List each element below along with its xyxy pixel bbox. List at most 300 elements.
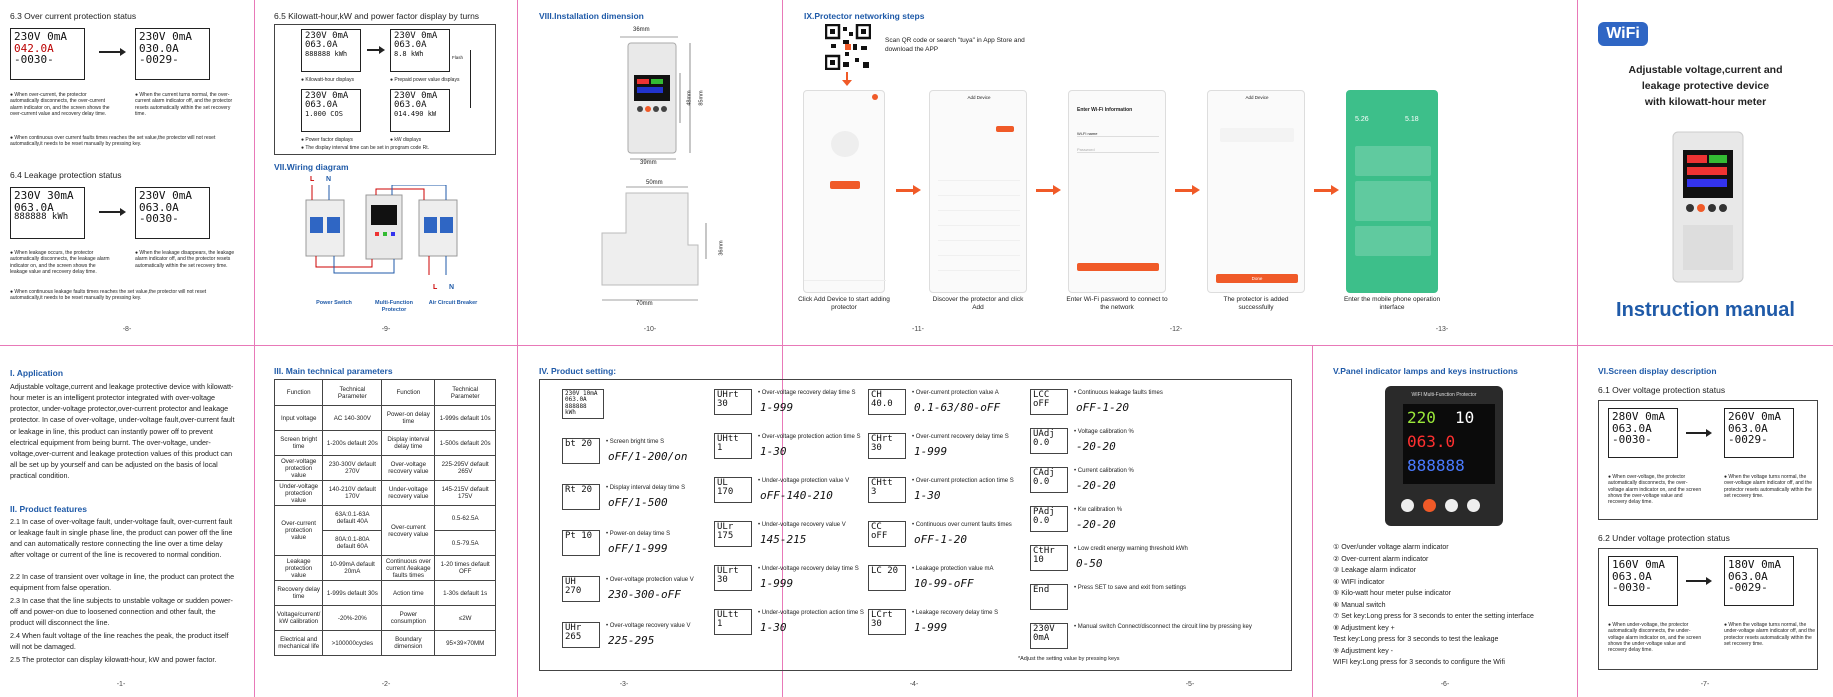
section-title: V.Panel indicator lamps and keys instructions (1333, 366, 1518, 376)
note: ● When leakage occurs, the protector automatically disconnects, the leakage alarm indicator on, and the screen shows the leakage value and recovery delay time. (10, 250, 110, 275)
column-header: Technical Parameter (435, 380, 496, 406)
page-10 (518, 0, 782, 345)
indicator-item: ③ Leakage alarm indicator (1333, 567, 1416, 575)
down-arrow-head-icon (842, 80, 852, 86)
setting-code-lcd: UHrt 30 (714, 389, 752, 415)
step-caption: Enter the mobile phone operation interface (1343, 296, 1441, 311)
phone-screen-2 (929, 90, 1027, 293)
step-arrow-icon (1036, 189, 1058, 192)
table-cell: 1-999s default 30s (323, 581, 382, 606)
setting-label: • Manual switch Connect/disconnect the circuit line by pressing key (1074, 624, 1252, 630)
lcd-line: -0030- (139, 212, 179, 226)
indicator-item: ② Over-current alarm indicator (1333, 555, 1429, 563)
lcd-line: 160V 0mA (1612, 558, 1665, 571)
setting-range: oFF-1-20 (914, 533, 967, 546)
add-device-button[interactable] (830, 181, 860, 189)
note: ● Kilowatt-hour displays (301, 77, 355, 83)
section-title: 6.5 Kilowatt-hour,kW and power factor display by turns (274, 11, 480, 21)
lcd-line: 063.0A (1612, 569, 1652, 583)
front-view-drawing (618, 35, 708, 165)
table-cell: Under-voltage recovery value (382, 481, 435, 506)
wiring-label: Multi-Function Protector (375, 300, 413, 313)
lcd-line: 014.490 kW (394, 109, 437, 118)
lcd-line: 063.0A (394, 100, 427, 111)
device-panel (1385, 386, 1503, 526)
step-arrow-icon (896, 189, 918, 192)
setting-label: • Kw calibration % (1074, 507, 1123, 513)
setting-label: • Press SET to save and exit from settings (1074, 585, 1187, 591)
setting-range: 0.1-63/80-oFF (914, 401, 1001, 414)
setting-code-lcd: LCrt 30 (868, 609, 906, 635)
lcd-screen (10, 28, 85, 80)
table-cell: 10-99mA default 20mA (323, 556, 382, 581)
lcd-line: 042.0A (14, 41, 54, 55)
parameters-table (274, 379, 496, 656)
kwh-digits: 888888 (1407, 456, 1465, 475)
lcd-line: -0030- (1612, 581, 1652, 595)
lcd-line: 230V 0mA (305, 91, 349, 101)
setting-code-lcd: LCC oFF (1030, 389, 1068, 415)
voltage-digits: 220 (1407, 408, 1436, 427)
setting-code-lcd: UHtt 1 (714, 433, 752, 459)
step-caption: Enter Wi-Fi password to connect to the network (1066, 296, 1168, 311)
set-button[interactable] (1423, 499, 1436, 512)
lcd-screen (562, 389, 604, 419)
page-number: -11- (912, 326, 924, 333)
page-number: -9- (381, 326, 391, 333)
setting-range: oFF-140-210 (760, 489, 833, 502)
section-title: IV. Product setting: (539, 366, 617, 376)
table-cell: Over-current protection value (275, 506, 323, 556)
page-number: -1- (116, 681, 126, 688)
table-cell: Under-voltage protection value (275, 481, 323, 506)
side-view-drawing (598, 185, 718, 305)
lcd-line: 260V 0mA (1728, 410, 1781, 423)
indicator-item: ⑨ Adjustment key - (1333, 647, 1393, 655)
step-caption: The protector is added successfully (1223, 296, 1289, 311)
table-cell: -20%-20% (323, 606, 382, 631)
table-row (275, 481, 496, 506)
setting-code-lcd: ULrt 30 (714, 565, 752, 591)
table-row (275, 406, 496, 431)
note: ● When over-voltage, the protector automatically disconnects, the over-voltage alarm indicator on, and the screen shows the over-voltage value and recovery delay time. (1608, 474, 1702, 505)
setting-code-lcd: End (1030, 584, 1068, 610)
table-cell: ≤2W (435, 606, 496, 631)
qr-code-icon (825, 24, 871, 70)
lcd-line: 280V 0mA (1612, 410, 1665, 423)
setting-label: • Current calibration % (1074, 468, 1134, 474)
table-cell: Recovery delay time (275, 581, 323, 606)
lcd-line: 030.0A (139, 41, 179, 55)
phone-screen-1 (803, 90, 885, 293)
adjust-note: *Adjust the setting value by pressing keys (1018, 656, 1120, 662)
device-photo (1658, 120, 1758, 285)
setting-label: • Leakage recovery delay time S (912, 610, 999, 616)
table-row (275, 456, 496, 481)
phone-screen-3 (1068, 90, 1166, 293)
setting-code-lcd: UH 270 (562, 576, 600, 602)
wiring-diagram (274, 185, 504, 295)
table-cell: Action time (382, 581, 435, 606)
lcd-line: 230V 0mA (139, 30, 192, 43)
pages-3-5 (518, 346, 1312, 697)
arrow-icon (1686, 580, 1710, 582)
lcd-line: 230V 0mA (394, 31, 438, 41)
indicator-item: ④ WIFI indicator (1333, 578, 1385, 586)
lcd-screen (1608, 408, 1678, 458)
lcd-line: -0030- (14, 53, 54, 67)
setting-code-lcd: LC 20 (868, 565, 906, 591)
lcd-line: 063.0A (14, 200, 54, 214)
leakage-digits: 10 (1455, 408, 1475, 427)
arrow-icon (367, 49, 383, 51)
cover-title-line: leakage protective device (1641, 79, 1770, 92)
lcd-line: 230V 10mA (565, 390, 598, 397)
indicator-item: ⑥ Manual switch (1333, 601, 1386, 609)
note: ● When the current turns normal, the over-current alarm indicator off, and the protector resets automatically within the set recovery time. (135, 92, 233, 117)
setting-label: • Under-voltage protection value V (758, 478, 850, 484)
device-title: WIFI Multi-Function Protector (1411, 392, 1477, 398)
setting-range: -20-20 (1076, 518, 1116, 531)
table-cell: 1-200s default 20s (323, 431, 382, 456)
lcd-screen (135, 28, 210, 80)
setting-label: • Under-voltage recovery value V (758, 522, 846, 528)
lcd-line: 888888 kWh (14, 212, 69, 223)
indicator-item: ⑧ Adjustment key + (1333, 624, 1395, 632)
note: ● When the voltage turns normal, the over-voltage alarm indicator off, and the protector resets automatically within the set recovery time. (1724, 474, 1813, 499)
table-cell: Power-on delay time (382, 406, 435, 431)
column-header: Technical Parameter (323, 380, 382, 406)
page-number: -3- (619, 681, 629, 688)
setting-label: • Continuous leakage faults times (1074, 390, 1163, 396)
add-button[interactable] (996, 126, 1014, 132)
lcd-screen (10, 187, 85, 239)
setting-range: 1-30 (914, 489, 941, 502)
section-title: III. Main technical parameters (274, 366, 393, 376)
setting-label: • Under-voltage recovery delay time S (758, 566, 859, 572)
table-cell: 140-210V default 170V (323, 481, 382, 506)
table-cell: 1-500s default 20s (435, 431, 496, 456)
setting-code-lcd: CHtt 3 (868, 477, 906, 503)
table-cell: >100000cycles (323, 631, 382, 656)
page-number: -10- (643, 326, 657, 333)
setting-label: • Over-current recovery delay time S (912, 434, 1009, 440)
setting-range: oFF/1-999 (608, 542, 668, 555)
lcd-line: -0029- (1728, 433, 1768, 447)
table-row (275, 606, 496, 631)
lcd-screen (301, 29, 361, 72)
current-reading: 5.18 (1405, 116, 1419, 123)
page-number: -8- (122, 326, 132, 333)
table-cell: Electrical and mechanical life (275, 631, 323, 656)
note: ● When continuous leakage faults times reaches the set value,the protector will not reset automatically,it needs to be reset manually by pressing key. (10, 289, 207, 302)
setting-range: oFF/1-200/on (608, 450, 688, 463)
done-button[interactable]: Done (1216, 274, 1298, 283)
screen-title: Add Device (967, 95, 991, 100)
note: ● The display interval time can be set in program code Rt. (301, 145, 429, 151)
device-list (938, 166, 1020, 276)
table-cell: 145-215V default 175V (435, 481, 496, 506)
table-cell: 1-20 times default OFF (435, 556, 496, 581)
setting-label: • Over-current protection action time S (912, 478, 1014, 484)
step-arrow-icon (1175, 189, 1197, 192)
setting-range: 145-215 (760, 533, 807, 546)
column-header: Function (275, 380, 323, 406)
lcd-line: 230V 0mA (394, 91, 438, 101)
table-cell: 63A:0.1-63A default 40A (323, 506, 382, 531)
setting-range: 0-50 (1076, 557, 1103, 570)
setting-range: 1-30 (760, 621, 787, 634)
dimension-label: 50mm (646, 180, 663, 186)
lcd-line: 888888 kWh (565, 402, 587, 416)
page-7 (1578, 346, 1833, 697)
setting-range: 225-295 (608, 634, 655, 647)
note: ● When the voltage turns normal, the under-voltage alarm indicator off, and the protector resets automatically within the set recovery time. (1724, 622, 1816, 647)
setting-code-lcd: CAdj 0.0 (1030, 467, 1068, 493)
setting-code-lcd: CH 40.0 (868, 389, 906, 415)
page-9 (255, 0, 517, 345)
indicator-item: ① Over/under voltage alarm indicator (1333, 544, 1449, 551)
table-row (275, 631, 496, 656)
table-cell: 1-30s default 1s (435, 581, 496, 606)
page-number: -12- (1169, 326, 1183, 333)
bottom-nav (804, 280, 886, 292)
table-cell: 80A:0.1-80A default 60A (323, 531, 382, 556)
section-title: I. Application (10, 368, 64, 378)
page-1 (0, 346, 254, 697)
arrow-icon (99, 211, 124, 213)
wifi-name-field[interactable]: Wi-Fi name (1077, 131, 1159, 137)
page-number: -6- (1440, 681, 1450, 688)
lcd-line: 063.0A (139, 200, 179, 214)
lcd-line: 230V 0mA (14, 30, 67, 43)
lcd-screen (1724, 408, 1794, 458)
setting-label: • Power-on delay time S (606, 531, 671, 537)
paragraph: 2.1 In case of over-voltage fault, under-voltage fault, over-current fault or leakage fault in single phase line, the product can power off the line and can automatically restore connecting the line over a time delay after voltage or current of the line is recovered to normal condition. (10, 517, 233, 560)
flash-label: Flash (452, 55, 464, 60)
setting-range: oFF/1-500 (608, 496, 668, 509)
section-title: 6.2 Under voltage protection status (1598, 533, 1730, 543)
cover-page (1578, 0, 1833, 345)
setting-code-lcd: UHr 265 (562, 622, 600, 648)
neutral-label: N (449, 284, 455, 291)
plus-button[interactable] (1445, 499, 1458, 512)
table-row (275, 506, 496, 531)
setting-range: 1-999 (914, 621, 948, 634)
table-cell: 230-300V default 270V (323, 456, 382, 481)
section-title: 6.1 Over voltage protection status (1598, 385, 1726, 395)
setting-code-lcd: CtHr 10 (1030, 545, 1068, 571)
lcd-line: 230V 30mA (14, 189, 74, 202)
section-title: VII.Wiring diagram (274, 162, 349, 172)
setting-label: • Low credit energy warning threshold kWh (1074, 546, 1188, 552)
setting-code-lcd: 230V 0mA (1030, 623, 1068, 649)
setting-code-lcd: CHrt 30 (868, 433, 906, 459)
lcd-line: -0030- (1612, 433, 1652, 447)
lcd-screen (301, 89, 361, 132)
lcd-line: 063.0A (1612, 421, 1652, 435)
section-title: IX.Protector networking steps (804, 11, 925, 21)
paragraph: 2.3 In case that the line subjects to unstable voltage or sudden power-off and power-on due to loosened connection and other fault, the product will disconnect the line. (10, 596, 233, 628)
setting-range: 1-30 (760, 445, 787, 458)
page-number: -4- (909, 681, 919, 688)
setting-code-lcd: UAdj 0.0 (1030, 428, 1068, 454)
setting-label: • Under-voltage protection action time S (758, 610, 864, 616)
paragraph: Adjustable voltage,current and leakage protective device with kilowatt-hour meter is an intelligent protector integrated with over-voltage protector, under-voltage protector,over-current protector and leakage protector. In case of over-voltage, under-voltage fault,over-current fault or leakage in line, this product can instantly power off to prevent electrical equipment from being burnt. The over-voltage, under-voltage,over-current and leakage protection values of this product can all be set up by yourself and can be adjusted on the basis of local practical condition. (10, 382, 235, 481)
lcd-line: 180V 0mA (1728, 558, 1781, 571)
table-cell: Screen bright time (275, 431, 323, 456)
table-cell: AC 140-300V (323, 406, 382, 431)
info-card (1355, 146, 1431, 176)
plus-icon[interactable] (872, 94, 878, 100)
line-label: L (433, 284, 438, 291)
dimension-label: 36mm (718, 240, 725, 256)
lcd-screen (1724, 556, 1794, 606)
table-cell: 1-999s default 10s (435, 406, 496, 431)
note: ● When under-voltage, the protector automatically disconnects, the under-voltage alarm indicator on, and the screen shows the under-voltage value and recovery delay time. (1608, 622, 1702, 653)
setting-code-lcd: ULr 175 (714, 521, 752, 547)
cover-title-line: Adjustable voltage,current and (1628, 64, 1783, 76)
table-row (275, 581, 496, 606)
setting-range: oFF-1-20 (1076, 401, 1129, 414)
setting-code-lcd: ULtt 1 (714, 609, 752, 635)
setting-label: • Continuous over current faults times (912, 522, 1012, 528)
phone-screen-4 (1207, 90, 1305, 293)
lcd-line: 063.0A (394, 40, 427, 51)
table-cell: Boundary dimension (382, 631, 435, 656)
setting-range: -20-20 (1076, 440, 1116, 453)
next-button[interactable] (1077, 263, 1159, 271)
manual-title: Instruction manual (1616, 299, 1795, 321)
table-cell: Input voltage (275, 406, 323, 431)
lcd-line: 1.000 COS (305, 109, 343, 118)
table-cell: Continuous over current /leakage faults times (382, 556, 435, 581)
note: ● Power factor displays (301, 137, 353, 143)
page-number: -5- (1185, 681, 1195, 688)
setting-range: 1-999 (760, 577, 794, 590)
setting-label: • Over-voltage protection action time S (758, 434, 861, 440)
setting-label: • Over-voltage protection value V (606, 577, 694, 583)
dimension-label: 70mm (636, 301, 653, 307)
dimension-label: 48mm (686, 90, 693, 106)
password-field[interactable]: Password (1077, 147, 1159, 153)
minus-button[interactable] (1467, 499, 1480, 512)
step-caption: Discover the protector and click Add (932, 296, 1024, 311)
indicator-item: ⑦ Set key:Long press for 3 seconds to enter the setting interface (1333, 613, 1534, 621)
section-title: 6.3 Over current protection status (10, 11, 137, 21)
step-arrow-icon (1314, 189, 1336, 192)
voltage-reading: 5.26 (1355, 116, 1369, 123)
phone-screen-5 (1346, 90, 1438, 293)
table-cell: Over-voltage recovery value (382, 456, 435, 481)
added-device-card (1220, 128, 1294, 142)
lcd-line: 063.0A (1728, 421, 1768, 435)
current-digits: 063.0 (1407, 432, 1456, 451)
arrow-icon (1686, 432, 1710, 434)
wiring-label: Air Circuit Breaker (428, 300, 478, 306)
table-cell: 95×39×70MM (435, 631, 496, 656)
setting-label: • Screen bright time S (606, 439, 665, 445)
line-label: L (310, 176, 315, 183)
table-row (275, 556, 496, 581)
page-number: -13- (1435, 326, 1449, 333)
info-card (1355, 226, 1431, 256)
lcd-line: 063.0A (565, 396, 587, 404)
setting-range: 1-999 (760, 401, 794, 414)
connector (470, 50, 471, 108)
cover-title-line: with kilowatt-hour meter (1644, 95, 1767, 108)
section-title: VI.Screen display description (1598, 366, 1717, 376)
cover-title (1578, 63, 1833, 110)
lcd-screen (1608, 556, 1678, 606)
column-header: Function (382, 380, 435, 406)
table-cell: Power consumption (382, 606, 435, 631)
lcd-line: 8.8 kWh (394, 49, 424, 58)
setting-range: -20-20 (1076, 479, 1116, 492)
lcd-line: 063.0A (305, 40, 338, 51)
lcd-screen (135, 187, 210, 239)
power-button[interactable] (1401, 499, 1414, 512)
lcd-screen (390, 89, 450, 132)
arrow-icon (99, 51, 124, 53)
setting-range: 10-99-oFF (914, 577, 974, 590)
setting-code-lcd: CC oFF (868, 521, 906, 547)
page-6 (1313, 346, 1577, 697)
setting-range: 1-999 (914, 445, 948, 458)
scan-instruction: Scan QR code or search "tuya" in App Store and download the APP (885, 37, 1025, 54)
setting-code-lcd: bt 20 (562, 438, 600, 464)
table-cell: 225-295V default 265V (435, 456, 496, 481)
setting-label: • Leakage protection value mA (912, 566, 994, 572)
paragraph: 2.5 The protector can display kilowatt-hour, kW and power factor. (10, 655, 217, 664)
setting-code-lcd: Rt 20 (562, 484, 600, 510)
table-cell: Over-voltage protection value (275, 456, 323, 481)
setting-label: • Voltage calibration % (1074, 429, 1134, 435)
table-cell: Leakage protection value (275, 556, 323, 581)
indicator-item: ⑤ Kilo-watt hour meter pulse indicator (1333, 590, 1451, 598)
screen-title: Add Device (1245, 95, 1269, 100)
wiring-label: Power Switch (316, 300, 352, 306)
dimension-label: 39mm (640, 160, 657, 166)
paragraph: 2.2 In case of transient over voltage in line, the product can protect the equipment from false operation. (10, 572, 235, 593)
device-display (1403, 404, 1495, 484)
dimension-label: 36mm (633, 27, 650, 33)
table-cell: Over-current recovery value (382, 506, 435, 556)
setting-label: • Over-voltage recovery value V (606, 623, 691, 629)
paragraph: 2.4 When fault voltage of the line reaches the peak, the product itself will not be damaged. (10, 631, 229, 652)
setting-code-lcd: UL 170 (714, 477, 752, 503)
indicator-item: Test key:Long press for 3 seconds to test the leakage (1333, 636, 1499, 644)
setting-code-lcd: Pt 10 (562, 530, 600, 556)
section-title: II. Product features (10, 504, 87, 514)
table-row (275, 431, 496, 456)
lcd-line: 230V 0mA (305, 31, 349, 41)
pages-11-13 (783, 0, 1577, 345)
section-title: VIII.Installation dimension (539, 11, 644, 21)
indicator-item: WIFI key:Long press for 3 seconds to configure the Wifi (1333, 659, 1505, 667)
page-number: -2- (381, 681, 391, 688)
section-title: 6.4 Leakage protection status (10, 170, 122, 180)
page-number: -7- (1700, 681, 1710, 688)
table-header-row (275, 380, 496, 406)
lcd-line: 888888 kWh (305, 49, 348, 58)
lcd-line: 063.0A (1728, 569, 1768, 583)
note: ● Prepaid power value displays (390, 77, 460, 83)
lcd-line: -0029- (139, 53, 179, 67)
table-cell: 0.5-62.5A (435, 506, 496, 531)
table-cell: Voltage/current/ kW calibration (275, 606, 323, 631)
setting-label: • Over-current protection value A (912, 390, 999, 396)
